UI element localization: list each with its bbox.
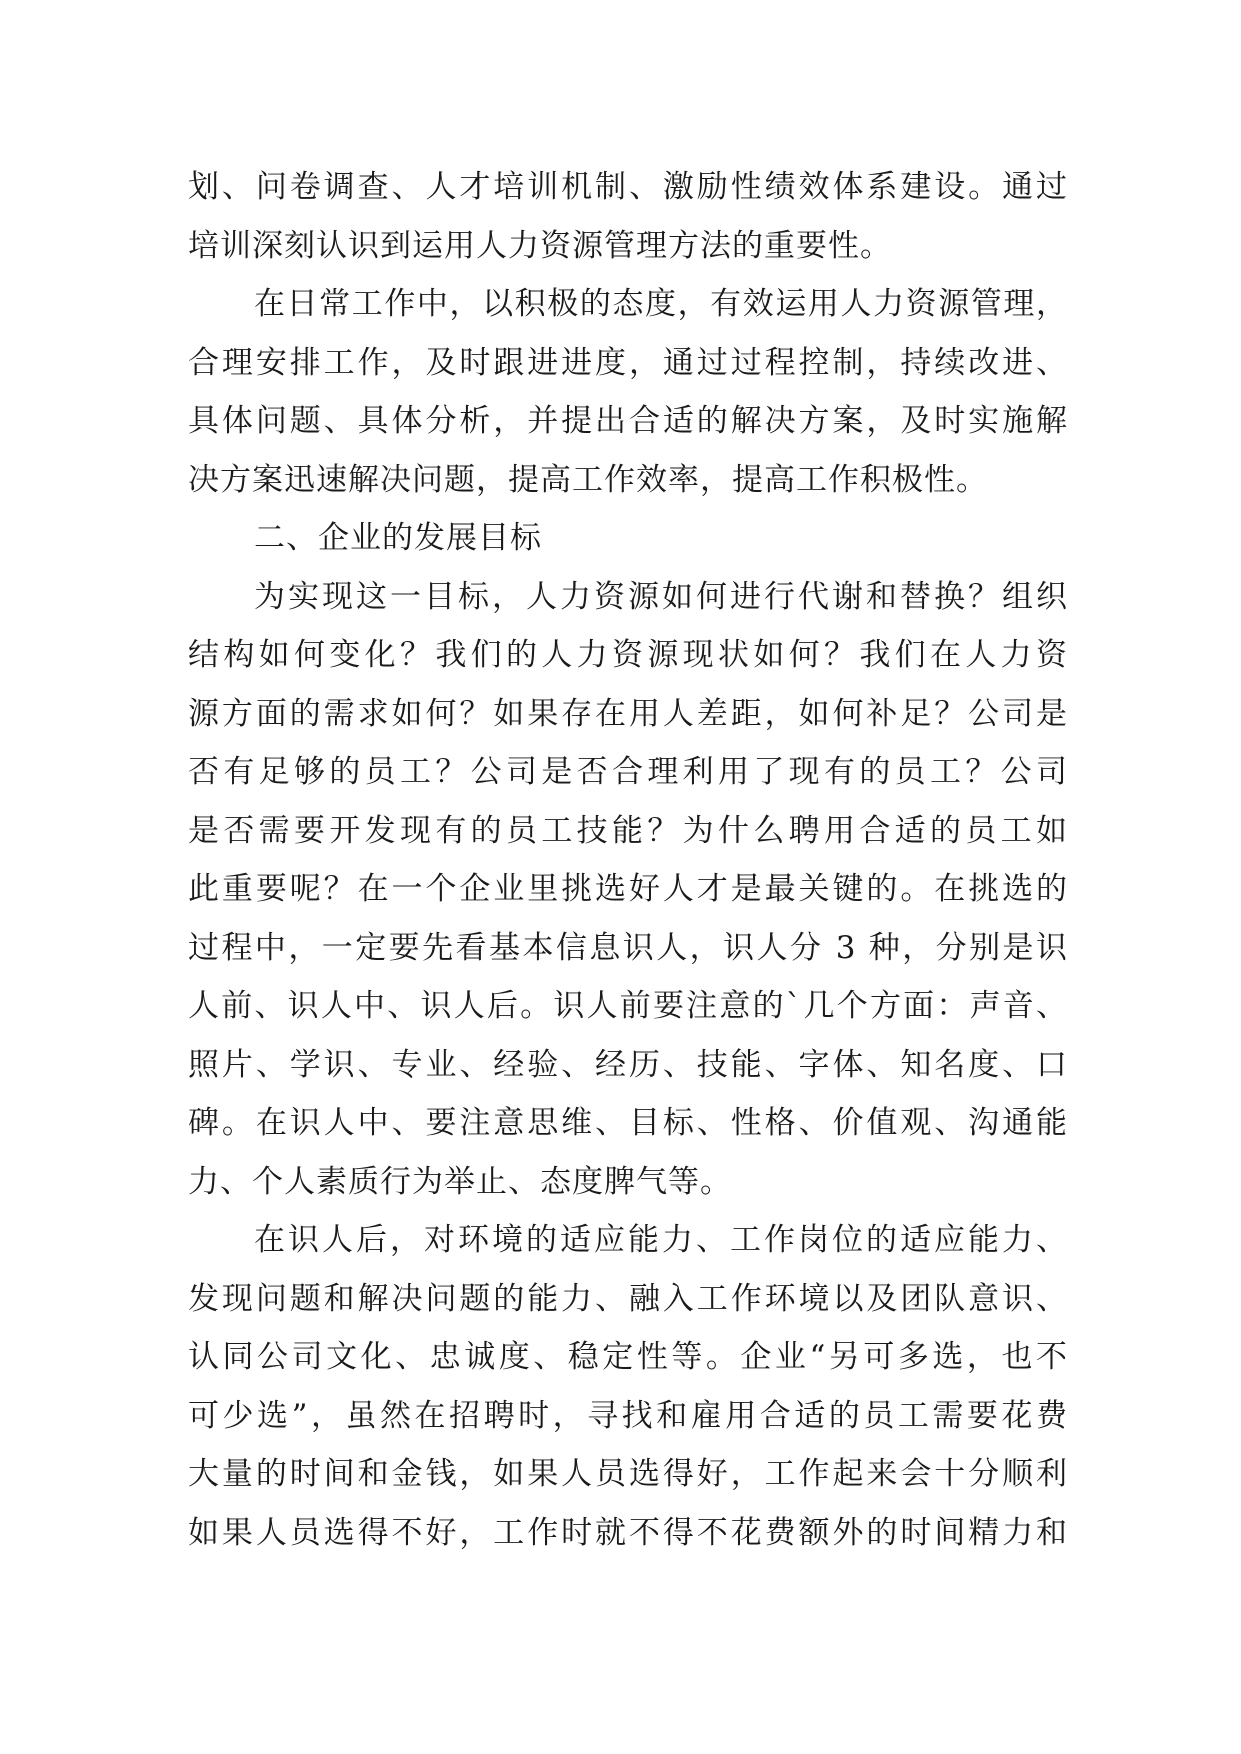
text-line: 在日常工作中，以积极的态度，有效运用人力资源管理，	[254, 286, 1068, 322]
text-line: 如果人员选得不好，工作时就不得不花费额外的时间精力和	[188, 1514, 1068, 1551]
text-line: 二、企业的发展目标	[254, 520, 542, 556]
text-line: 划、问卷调查、人才培训机制、激励性绩效体系建设。通过	[188, 169, 1068, 205]
document-body	[188, 158, 1068, 1562]
text-line: 在识人后，对环境的适应能力、工作岗位的适应能力、	[254, 1222, 1068, 1258]
text-line: 照片、学识、专业、经验、经历、技能、字体、知名度、口	[188, 1046, 1068, 1083]
text-line: 力、个人素质行为举止、态度脾气等。	[188, 1163, 732, 1200]
text-line: 可少选”，虽然在招聘时，寻找和雇用合适的员工需要花费	[188, 1397, 1068, 1434]
text-line: 人前、识人中、识人后。识人前要注意的`几个方面：声音、	[188, 988, 1068, 1024]
text-line: 否有足够的员工？公司是否合理利用了现有的员工？公司	[188, 754, 1068, 790]
text-line: 合理安排工作，及时跟进进度，通过过程控制，持续改进、	[188, 344, 1068, 381]
text-line: 培训深刻认识到运用人力资源管理方法的重要性。	[188, 227, 892, 264]
text-line: 过程中，一定要先看基本信息识人，识人分 3 种，分别是识	[188, 929, 1068, 966]
text-line: 结构如何变化？我们的人力资源现状如何？我们在人力资	[188, 637, 1068, 673]
text-line: 发现问题和解决问题的能力、融入工作环境以及团队意识、	[188, 1280, 1068, 1317]
text-line: 源方面的需求如何？如果存在用人差距，如何补足？公司是	[188, 695, 1068, 732]
text-line: 具体问题、具体分析，并提出合适的解决方案，及时实施解	[188, 403, 1068, 439]
text-line: 此重要呢？在一个企业里挑选好人才是最关键的。在挑选的	[188, 871, 1068, 907]
text-line: 碑。在识人中、要注意思维、目标、性格、价值观、沟通能	[188, 1105, 1068, 1141]
text-line: 决方案迅速解决问题，提高工作效率，提高工作积极性。	[188, 461, 988, 498]
text-line: 认同公司文化、忠诚度、稳定性等。企业“另可多选，也不	[188, 1339, 1068, 1375]
text-line: 为实现这一目标，人力资源如何进行代谢和替换？组织	[254, 578, 1068, 615]
text-line: 是否需要开发现有的员工技能？为什么聘用合适的员工如	[188, 812, 1068, 849]
text-line: 大量的时间和金钱，如果人员选得好，工作起来会十分顺利	[188, 1456, 1068, 1492]
